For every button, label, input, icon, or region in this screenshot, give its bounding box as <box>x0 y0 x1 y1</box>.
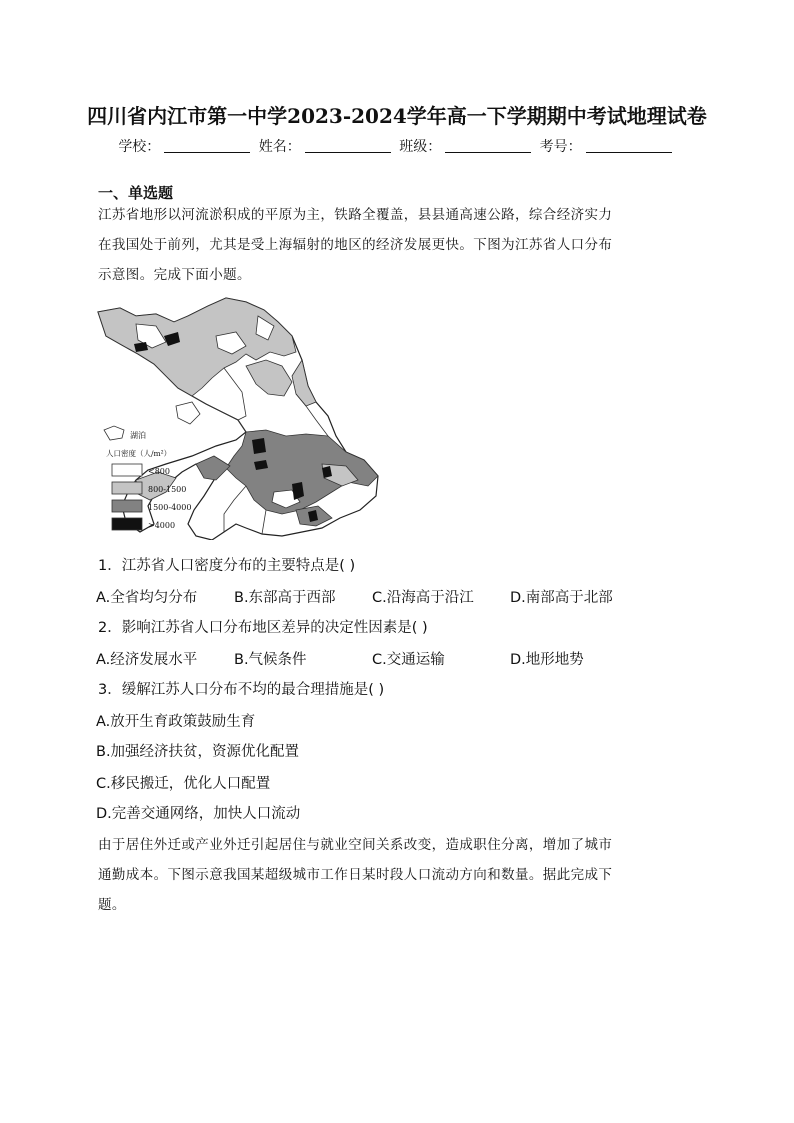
legend-lake-label: 湖泊 <box>130 431 146 440</box>
population-density-map <box>96 296 382 540</box>
legend-swatch-gt4000 <box>112 518 142 530</box>
legend-label: 1500-4000 <box>148 503 192 512</box>
legend-label: 800-1500 <box>148 485 187 494</box>
lake-legend-icon <box>104 426 124 440</box>
legend-swatch-1500-4000 <box>112 500 142 512</box>
section-heading: 一、单选题 <box>98 184 174 202</box>
student-info-line <box>0 136 794 156</box>
legend-title: 人口密度（人/m²） <box>106 449 172 458</box>
option-c[interactable]: C.沿海高于沿江 <box>372 590 474 606</box>
passage-line: 通勤成本。下图示意我国某超级城市工作日某时段人口流动方向和数量。据此完成下 <box>98 867 613 883</box>
class-label: 班级： <box>399 139 442 155</box>
passage-line: 由于居住外迁或产业外迁引起居住与就业空间关系改变，造成职住分离，增加了城市 <box>98 837 613 853</box>
name-label: 姓名： <box>258 139 301 155</box>
legend-swatch-lt800 <box>112 464 142 476</box>
question-3-stem: 3．缓解江苏人口分布不均的最合理措施是( ) <box>98 682 385 698</box>
option-d[interactable]: D.南部高于北部 <box>510 590 613 606</box>
id-label: 考号： <box>539 139 582 155</box>
option-c[interactable]: C.交通运输 <box>372 652 445 668</box>
passage-line: 在我国处于前列，尤其是受上海辐射的地区的经济发展更快。下图为江苏省人口分布 <box>98 237 613 253</box>
school-blank[interactable] <box>164 138 250 153</box>
question-1-options <box>96 586 613 607</box>
passage-line: 江苏省地形以河流淤积成的平原为主，铁路全覆盖，县县通高速公路，综合经济实力 <box>98 207 613 223</box>
option-d[interactable]: D.完善交通网络，加快人口流动 <box>96 806 301 822</box>
option-b[interactable]: B.加强经济扶贫，资源优化配置 <box>96 744 300 760</box>
legend-label: >4000 <box>148 521 176 530</box>
exam-title: 四川省内江市第一中学2023-2024学年高一下学期期中考试地理试卷 <box>87 104 707 128</box>
question-2-stem: 2．影响江苏省人口分布地区差异的决定性因素是( ) <box>98 620 428 636</box>
passage-line: 示意图。完成下面小题。 <box>98 267 251 283</box>
passage-1 <box>98 200 698 290</box>
passage-line: 题。 <box>98 897 126 913</box>
option-b[interactable]: B.气候条件 <box>234 652 307 668</box>
id-blank[interactable] <box>586 138 672 153</box>
option-a[interactable]: A.经济发展水平 <box>96 652 198 668</box>
question-1-stem: 1．江苏省人口密度分布的主要特点是( ) <box>98 558 356 574</box>
option-a[interactable]: A.放开生育政策鼓励生育 <box>96 714 256 730</box>
legend-swatch-800-1500 <box>112 482 142 494</box>
question-2-options <box>96 648 584 669</box>
school-label: 学校： <box>118 139 161 155</box>
legend-label: <800 <box>148 467 170 476</box>
option-d[interactable]: D.地形地势 <box>510 652 584 668</box>
option-c[interactable]: C.移民搬迁，优化人口配置 <box>96 776 271 792</box>
option-a[interactable]: A.全省均匀分布 <box>96 590 198 606</box>
name-blank[interactable] <box>305 138 391 153</box>
passage-2 <box>98 830 698 920</box>
city-dot <box>252 438 266 454</box>
option-b[interactable]: B.东部高于西部 <box>234 590 336 606</box>
class-blank[interactable] <box>445 138 531 153</box>
